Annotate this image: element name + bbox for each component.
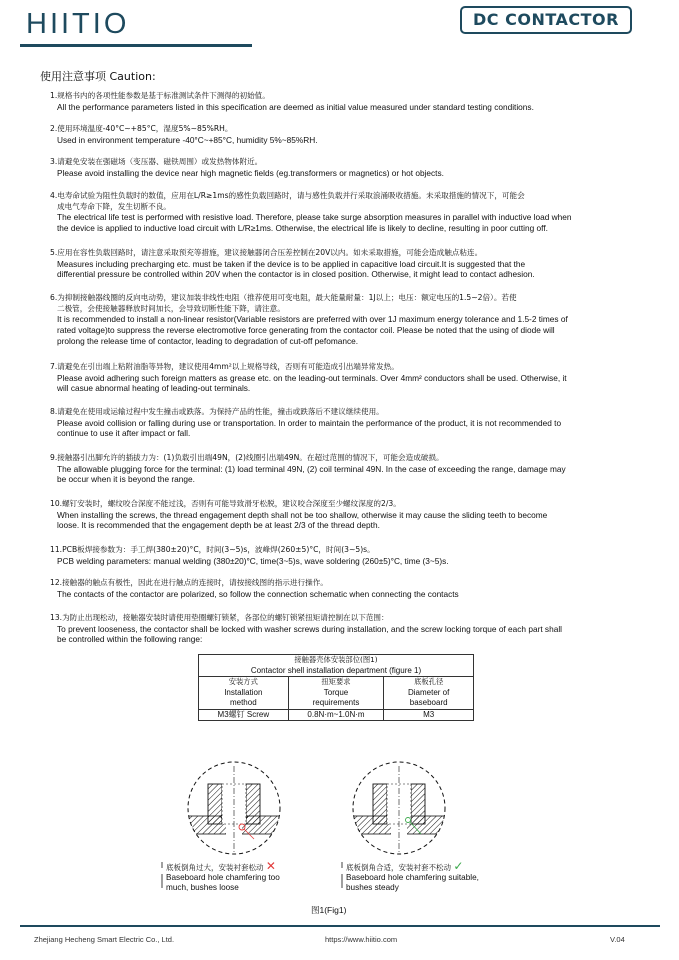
table-cell: M3螺钉 Screw bbox=[199, 709, 289, 721]
left-caption-en: much, bushes loose bbox=[166, 883, 239, 893]
caution-item-4 bbox=[50, 191, 630, 234]
item-en: The allowable plugging force for the terminal: (1) load terminal 49N, (2) coil terminal 49N. In the case of exceeding the range, damage may bbox=[57, 463, 566, 474]
header-en: Diameter of bbox=[407, 687, 450, 697]
table-cell: 0.8N·m~1.0N·m bbox=[288, 709, 384, 721]
left-caption-en: Baseboard hole chamfering too bbox=[166, 873, 280, 883]
header-en: requirements bbox=[312, 698, 360, 707]
item-en: It is recommended to install a non-linear resistor(Variable resistors are preferred with over 1J maximum energy tolerance and 1.5-2 times of bbox=[57, 314, 568, 325]
item-zh: 1.规格书内的各项性能参数是基于标准测试条件下测得的初始值。 bbox=[50, 91, 270, 100]
table-header-torque bbox=[288, 677, 384, 710]
table-cell: M3 bbox=[384, 709, 474, 721]
table-header-diameter bbox=[384, 677, 474, 710]
footer-rule bbox=[20, 925, 660, 927]
item-zh: 4.电寿命试验为阻性负载时的数值，应用在L/R≥1ms的感性负载回路时，请与感性负载并行采取浪涌吸收措施。未采取措施的情况下，可能会 bbox=[50, 191, 525, 200]
item-zh: 5.应用在容性负载回路时，请注意采取预充等措施，建议接触器闭合压差控制在20V以内。如未采取措施，可能会造成触点粘连。 bbox=[50, 248, 483, 257]
item-en: Please avoid installing the device near high magnetic fields (eg.transformers or magnetics) or hot objects. bbox=[57, 167, 444, 178]
caution-title: 使用注意事项 Caution: bbox=[40, 70, 156, 83]
caution-item-12 bbox=[50, 578, 630, 599]
right-caption-en: Baseboard hole chamfering suitable, bbox=[346, 873, 479, 883]
cross-icon: ✕ bbox=[265, 859, 276, 873]
item-en: To prevent looseness, the contactor shall be locked with washer screws during installation, and the screw locking torque of each part shall bbox=[57, 623, 562, 634]
item-zh: 6.为抑制接触器线圈的反向电动势，建议加装非线性电阻（推荐使用可变电阻，最大能量耐量：1J以上；电压：额定电压的1.5~2倍）。若使 bbox=[50, 293, 517, 302]
table-row bbox=[199, 709, 474, 721]
left-caption bbox=[166, 859, 280, 894]
item-en: Used in environment temperature -40°C~+85°C, humidity 5%~85%RH. bbox=[57, 134, 318, 145]
item-en: When installing the screws, the thread engagement depth shall not be too shallow, otherwise it may cause the sliding teeth to become bbox=[57, 509, 548, 520]
caution-item-6 bbox=[50, 293, 630, 347]
footer-url[interactable]: https://www.hiitio.com bbox=[325, 935, 398, 944]
caution-item-11 bbox=[50, 545, 630, 566]
right-caption-en: bushes steady bbox=[346, 883, 399, 893]
header-zh: 底板孔径 bbox=[414, 677, 444, 686]
item-en: be controlled within the following range: bbox=[57, 634, 203, 645]
item-en: loose. It is recommended that the engagement depth be at least 2/3 of the thread depth. bbox=[57, 520, 380, 531]
caution-item-9 bbox=[50, 453, 630, 485]
item-en: Measures including precharging etc. must be taken if the device is to be applied in capacitive load circuit.It is suggested that the bbox=[57, 258, 526, 269]
check-icon: ✓ bbox=[453, 859, 464, 873]
item-en: PCB welding parameters: manual welding (380±20)°C, time(3~5)s, wave soldering (260±5)°C, time (3~5)s. bbox=[57, 555, 449, 566]
left-caption-zh: 底板倒角过大，安装衬套松动 bbox=[166, 863, 264, 872]
item-en: will casue abnormal heating of leading-out terminals. bbox=[57, 383, 251, 394]
item-zh: 11.PCB板焊接参数为：手工焊(380±20)°C，时间(3~5)s，波峰焊(260±5)°C，时间(3~5)s。 bbox=[50, 545, 375, 554]
item-en: Please avoid adhering such foreign matters as grease etc. on the leading-out terminals. Over 4mm² conductors shall be used. Otherwise, it bbox=[57, 372, 567, 383]
caution-item-7 bbox=[50, 362, 630, 394]
header-en: method bbox=[229, 698, 257, 707]
item-en: differential pressure be controlled within 20V when the contactor is in closed position. Otherwise, it might lead to contact adhesion. bbox=[57, 269, 535, 280]
header-en: Torque bbox=[323, 687, 349, 697]
item-en: be occur when it is beyond the range. bbox=[57, 474, 195, 485]
item-zh: 8.请避免在使用或运输过程中发生撞击或跌落。为保持产品的性能，撞击或跌落后不建议继续使用。 bbox=[50, 407, 384, 416]
item-zh: 9.接触器引出脚允许的插拔力为：(1)负载引出端49N，(2)线圈引出端49N。在超过范围的情况下，可能会造成破损。 bbox=[50, 453, 444, 462]
table-title-en: Contactor shell installation department (figure 1) bbox=[250, 665, 422, 675]
item-zh-cont: 成电气寿命下降，发生切断不良。 bbox=[57, 201, 171, 211]
item-en: Please avoid collision or falling during use or transportation. In order to maintain the performance of the product, it is not recommended to bbox=[57, 417, 562, 428]
chamfer-too-large-diagram bbox=[184, 756, 284, 861]
dc-contactor-badge: DC CONTACTOR bbox=[460, 6, 632, 34]
item-en: the device is applied to inductive load circuit with L/R≥1ms. Otherwise, the electrical life is likely to decline, resulting in poor cutting off. bbox=[57, 222, 548, 233]
item-en: The contacts of the contactor are polarized, so follow the connection schematic when connecting the contacts bbox=[57, 588, 459, 599]
item-zh: 12.接触器的触点有极性，因此在进行触点的连接时，请按接线图的指示进行操作。 bbox=[50, 578, 328, 587]
caution-item-2 bbox=[50, 124, 630, 145]
header-rule bbox=[20, 44, 252, 47]
caution-item-13 bbox=[50, 613, 630, 645]
footer-company: Zhejiang Hecheng Smart Electric Co., Ltd. bbox=[34, 935, 175, 944]
figure-label: 图1(Fig1) bbox=[311, 905, 347, 915]
right-caption bbox=[346, 859, 479, 894]
header-zh: 安装方式 bbox=[228, 677, 258, 686]
right-caption-zh: 底板倒角合适，安装衬套不松动 bbox=[346, 863, 451, 872]
item-en: continue to use it after impact or fall. bbox=[57, 428, 191, 439]
item-en: The electrical life test is performed with resistive load. Therefore, please take surge absorption measures in parallel with inductive load when bbox=[57, 212, 572, 223]
caution-item-1 bbox=[50, 91, 630, 112]
installation-table bbox=[198, 654, 474, 721]
item-en: prolong the release time of contactor, leading to degradation of cut-off pefomance. bbox=[57, 335, 359, 346]
item-zh: 7.请避免在引出端上粘附油脂等异物，建议使用4mm²以上规格导线，否则有可能造成引出端异常发热。 bbox=[50, 362, 399, 371]
caution-item-5 bbox=[50, 248, 630, 280]
table-header-method bbox=[199, 677, 289, 710]
item-zh-cont: 二极管，会使接触器释放时间加长，会导致切断性能下降，请注意。 bbox=[57, 303, 285, 313]
header-zh: 扭矩要求 bbox=[321, 677, 351, 686]
right-caption-bracket bbox=[340, 862, 346, 888]
caution-item-8 bbox=[50, 407, 630, 439]
item-zh: 10.螺钉安装时，螺纹咬合深度不能过浅，否则有可能导致滑牙松脱，建议咬合深度至少螺纹深度的2/3。 bbox=[50, 499, 401, 508]
left-caption-bracket bbox=[160, 862, 166, 888]
hiitio-logo: HIITIO bbox=[26, 8, 130, 40]
table-title-zh: 接触器壳体安装部位(图1) bbox=[294, 655, 378, 664]
caution-item-10 bbox=[50, 499, 630, 531]
item-zh: 3.请避免安装在强磁场（变压器、磁铁周围）或发热物体附近。 bbox=[50, 157, 263, 166]
footer-version: V.04 bbox=[610, 935, 625, 944]
caution-item-3 bbox=[50, 157, 630, 178]
header-en: baseboard bbox=[409, 698, 448, 707]
item-en: All the performance parameters listed in this specification are deemed as initial value measured under standard testing conditions. bbox=[57, 101, 534, 112]
chamfer-suitable-diagram bbox=[349, 756, 449, 861]
item-en: rated voltage)to suppress the reverse electromotive force generating from the contactor coil. Please be noted that the using of diode will bbox=[57, 324, 555, 335]
table-title bbox=[199, 655, 474, 677]
header-en: Installation bbox=[224, 687, 263, 697]
item-zh: 2.使用环境温度-40°C~+85°C，湿度5%~85%RH。 bbox=[50, 124, 233, 133]
item-zh: 13.为防止出现松动，接触器安装时请使用垫圈螺钉锁紧，各部位的螺钉锁紧扭矩请控制在以下范围： bbox=[50, 613, 389, 622]
